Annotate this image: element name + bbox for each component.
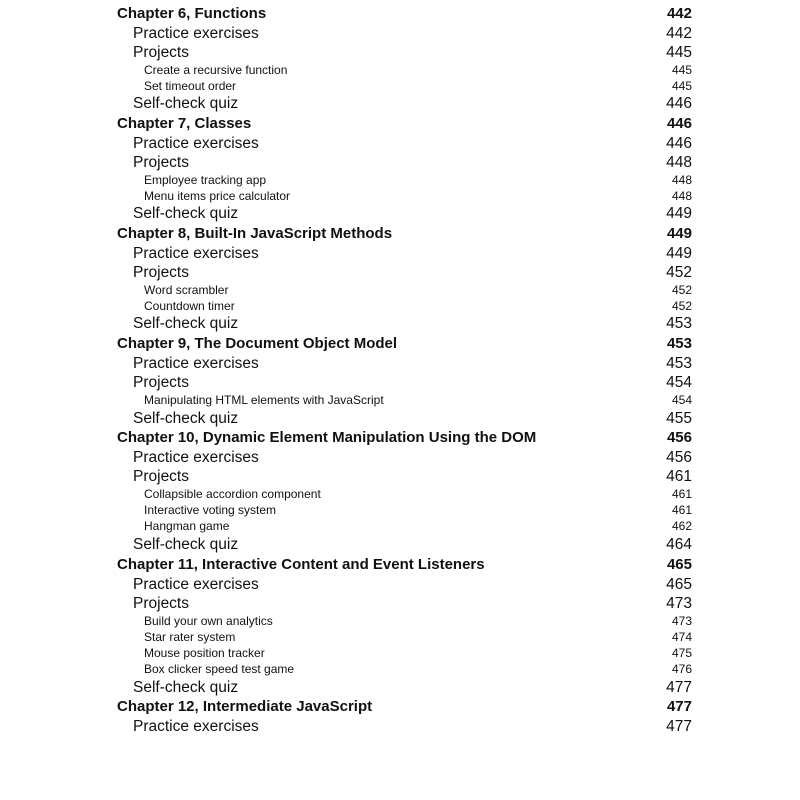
toc-subsection-row [0, 188, 800, 204]
toc-subsection-row [0, 172, 800, 188]
toc-entry-page: 449 [666, 245, 692, 262]
toc-entry-page: 453 [666, 315, 692, 332]
toc-entry-title: Chapter 8, Built-In JavaScript Methods [117, 225, 393, 242]
toc-section-row [0, 204, 800, 224]
toc-entry-page: 477 [666, 679, 692, 696]
toc-entry-page: 456 [666, 449, 692, 466]
toc-entry-page: 473 [671, 614, 692, 628]
toc-entry-title: Practice exercises [133, 718, 259, 735]
toc-entry-title: Projects [133, 44, 189, 61]
toc-section-row [0, 24, 800, 44]
toc-chapter-row [0, 334, 800, 354]
toc-entry-page: 454 [666, 374, 692, 391]
toc-section-row [0, 409, 800, 429]
toc-section-row [0, 535, 800, 555]
toc-entry-page: 442 [666, 5, 692, 22]
toc-entry-title: Projects [133, 154, 189, 171]
toc-section-row [0, 244, 800, 264]
toc-entry-title: Chapter 7, Classes [117, 115, 252, 132]
toc-entry-page: 442 [666, 25, 692, 42]
toc-entry-page: 461 [671, 503, 692, 517]
toc-entry-title: Practice exercises [133, 25, 259, 42]
toc-chapter-row [0, 555, 800, 575]
toc-entry-page: 445 [671, 79, 692, 93]
toc-entry-title: Chapter 11, Interactive Content and Event Listeners [117, 556, 485, 573]
toc-entry-page: 452 [671, 283, 692, 297]
toc-entry-title: Self-check quiz [133, 95, 239, 112]
toc-subsection-row [0, 645, 800, 661]
toc-entry-title: Star rater system [144, 630, 236, 644]
toc-entry-page: 449 [666, 205, 692, 222]
toc-section-row [0, 467, 800, 487]
toc-section-row [0, 263, 800, 283]
toc-entry-title: Mouse position tracker [144, 646, 265, 660]
toc-entry-title: Self-check quiz [133, 410, 239, 427]
toc-entry-page: 445 [671, 63, 692, 77]
toc-subsection-row [0, 518, 800, 534]
toc-entry-title: Chapter 12, Intermediate JavaScript [117, 698, 373, 715]
toc-entry-page: 446 [666, 115, 692, 132]
toc-subsection-row [0, 502, 800, 518]
toc-entry-title: Countdown timer [144, 299, 235, 313]
toc-entry-page: 445 [666, 44, 692, 61]
toc-entry-page: 476 [671, 662, 692, 676]
toc-subsection-row [0, 629, 800, 645]
toc-entry-page: 446 [666, 95, 692, 112]
toc-chapter-row [0, 114, 800, 134]
toc-subsection-row [0, 78, 800, 94]
toc-entry-title: Chapter 10, Dynamic Element Manipulation Using the DOM [117, 429, 537, 446]
toc-entry-page: 462 [671, 519, 692, 533]
toc-entry-title: Create a recursive function [144, 63, 288, 77]
toc-entry-page: 475 [671, 646, 692, 660]
toc-entry-title: Collapsible accordion component [144, 487, 321, 501]
toc-section-row [0, 153, 800, 173]
toc-entry-page: 454 [671, 393, 692, 407]
toc-entry-page: 473 [666, 595, 692, 612]
toc-entry-page: 448 [671, 189, 692, 203]
toc-entry-page: 461 [671, 487, 692, 501]
toc-chapter-row [0, 428, 800, 448]
toc-entry-title: Self-check quiz [133, 536, 239, 553]
toc-entry-page: 477 [666, 718, 692, 735]
toc-entry-page: 446 [666, 135, 692, 152]
toc-entry-page: 465 [666, 556, 692, 573]
toc-entry-title: Practice exercises [133, 355, 259, 372]
toc-section-row [0, 314, 800, 334]
toc-entry-title: Set timeout order [144, 79, 237, 93]
toc-entry-page: 452 [666, 264, 692, 281]
toc-subsection-row [0, 392, 800, 408]
toc-chapter-row [0, 224, 800, 244]
toc-subsection-row [0, 298, 800, 314]
toc-section-row [0, 373, 800, 393]
toc-section-row [0, 354, 800, 374]
toc-section-row [0, 678, 800, 698]
toc-entry-title: Hangman game [144, 519, 230, 533]
toc-entry-title: Practice exercises [133, 135, 259, 152]
toc-entry-page: 465 [666, 576, 692, 593]
toc-section-row [0, 43, 800, 63]
toc-entry-page: 461 [666, 468, 692, 485]
toc-chapter-row [0, 4, 800, 24]
toc-entry-page: 448 [671, 173, 692, 187]
toc-entry-title: Self-check quiz [133, 315, 239, 332]
toc-entry-title: Practice exercises [133, 449, 259, 466]
toc-chapter-row [0, 697, 800, 717]
toc-entry-title: Chapter 6, Functions [117, 5, 267, 22]
toc-entry-page: 448 [666, 154, 692, 171]
toc-section-row [0, 448, 800, 468]
toc-subsection-row [0, 486, 800, 502]
toc-entry-page: 452 [671, 299, 692, 313]
toc-entry-page: 477 [666, 698, 692, 715]
toc-entry-title: Word scrambler [144, 283, 229, 297]
toc-entry-title: Box clicker speed test game [144, 662, 295, 676]
toc-section-row [0, 134, 800, 154]
toc-entry-page: 453 [666, 335, 692, 352]
toc-entry-page: 449 [666, 225, 692, 242]
toc-entry-title: Interactive voting system [144, 503, 277, 517]
toc-section-row [0, 594, 800, 614]
toc-entry-page: 456 [666, 429, 692, 446]
toc-entry-title: Practice exercises [133, 245, 259, 262]
toc-section-row [0, 94, 800, 114]
toc-entry-title: Employee tracking app [144, 173, 267, 187]
toc-entry-title: Projects [133, 264, 189, 281]
toc-section-row [0, 575, 800, 595]
toc-entry-title: Projects [133, 468, 189, 485]
toc-entry-title: Menu items price calculator [144, 189, 291, 203]
toc-subsection-row [0, 62, 800, 78]
toc-entry-title: Self-check quiz [133, 679, 239, 696]
toc-entry-page: 464 [666, 536, 692, 553]
toc-entry-title: Projects [133, 374, 189, 391]
toc-entry-title: Projects [133, 595, 189, 612]
toc-subsection-row [0, 613, 800, 629]
toc-section-row [0, 717, 800, 737]
toc-entry-page: 453 [666, 355, 692, 372]
toc-entry-page: 474 [671, 630, 692, 644]
toc-subsection-row [0, 282, 800, 298]
toc-entry-title: Build your own analytics [144, 614, 273, 628]
toc-entry-title: Practice exercises [133, 576, 259, 593]
toc-subsection-row [0, 661, 800, 677]
toc-entry-title: Manipulating HTML elements with JavaScript [144, 393, 384, 407]
toc-entry-title: Chapter 9, The Document Object Model [117, 335, 398, 352]
toc-entry-page: 455 [666, 410, 692, 427]
toc-entry-title: Self-check quiz [133, 205, 239, 222]
